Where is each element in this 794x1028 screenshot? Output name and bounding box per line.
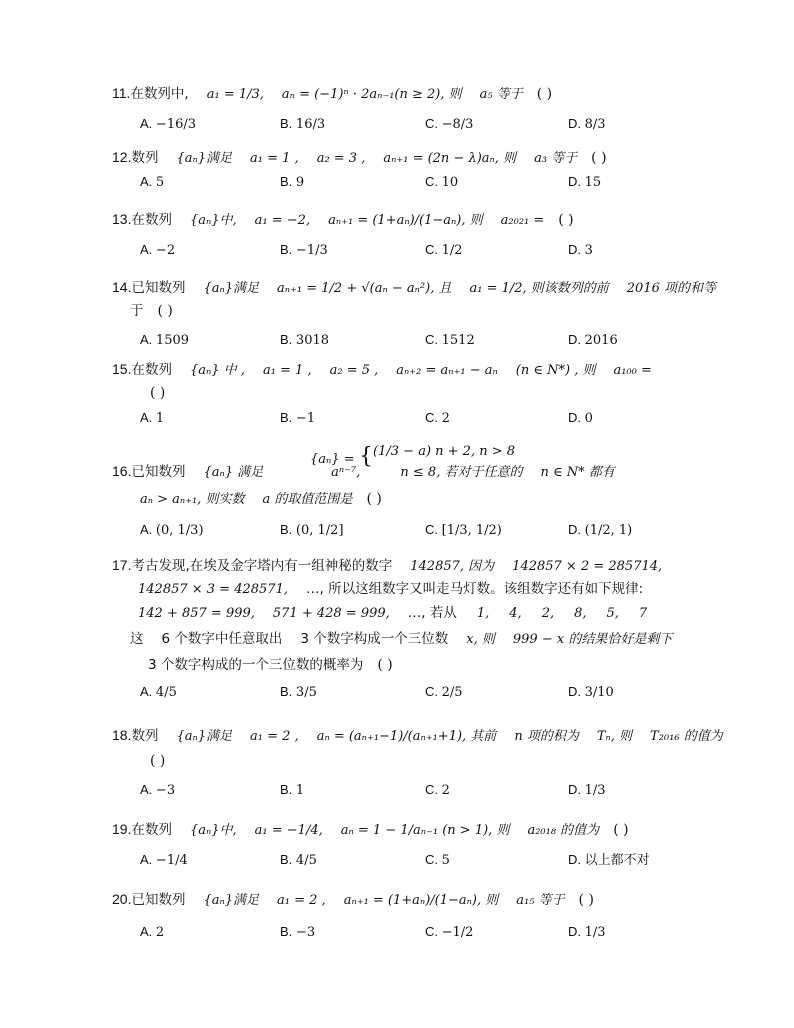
option-c: C. 2 — [425, 782, 450, 798]
question-ask: a₂₀₂₁ = — [500, 213, 545, 228]
question-number: 15. — [112, 361, 132, 377]
sequence-name: {aₙ}中, — [189, 823, 237, 838]
question-number: 19. — [112, 821, 132, 837]
piecewise-row-1: (1/3 − a) n + 2, n > 8 — [373, 444, 516, 459]
condition-3: n 项的积为 — [514, 729, 579, 744]
sequence-name: {aₙ}中, — [189, 213, 237, 228]
question-16-piecewise-top: {aₙ} = {(1/3 − a) n + 2, n > 8 — [310, 444, 516, 469]
condition-1: a₁ = −1/4, — [254, 823, 323, 838]
option-b: B. 3018 — [280, 332, 330, 348]
option-c: C. [1/3, 1/2) — [425, 522, 502, 538]
condition-4: (n ∈ N*) , 则 — [515, 363, 596, 378]
option-d: D. 8/3 — [568, 116, 606, 132]
question-lead: 已知数列 — [131, 280, 186, 296]
answer-paren: ( ) — [591, 150, 607, 166]
question-number: 16. — [112, 463, 132, 479]
question-ask: T₂₀₁₆ 的值为 — [650, 729, 723, 744]
option-d: D. 3 — [568, 242, 593, 258]
question-lead: 已知数列 — [131, 464, 186, 480]
question-18-continued: ( ) — [150, 753, 166, 769]
question-16-continued: aₙ > aₙ₊₁, 则实数 a 的取值范围是 ( ) — [140, 491, 382, 507]
option-a: A. (0, 1/3) — [140, 522, 204, 538]
question-13 — [112, 210, 712, 230]
answer-paren: ( ) — [578, 892, 594, 908]
question-ask: 2016 项的和等 — [626, 281, 716, 296]
option-d: D. (1/2, 1) — [568, 522, 633, 538]
option-a: A. −16/3 — [140, 116, 197, 132]
sequence-name: {aₙ} 满足 — [203, 465, 264, 480]
option-d: D. 0 — [568, 410, 593, 426]
sequence-name: {aₙ}满足 — [203, 281, 260, 296]
option-c: C. 5 — [425, 852, 450, 868]
option-a: A. −1/4 — [140, 852, 188, 868]
condition-2: aₙ₊₁ = (1+aₙ)/(1−aₙ), 则 — [343, 893, 499, 908]
option-a: A. 5 — [140, 174, 165, 190]
question-17-line-3: 142 + 857 = 999, 571 + 428 = 999, …, 若从 1, 4, 2, 8, 5, 7 — [138, 605, 648, 621]
option-d: D. 3/10 — [568, 684, 614, 700]
question-17-line-2: 142857 × 3 = 428571, …, 所以这组数字又叫走马灯数。该组数字还有如下规律: — [138, 581, 644, 597]
option-b: B. −1 — [280, 410, 316, 426]
option-d: D. 1/3 — [568, 782, 606, 798]
option-c: C. 1512 — [425, 332, 475, 348]
question-17: 17.考古发现,在埃及金字塔内有一组神秘的数字 142857, 因为 142857 × 2 = 285714, — [112, 557, 663, 574]
option-a: A. 1509 — [140, 332, 190, 348]
question-17-line-5: 3 个数字构成的一个三位数的概率为 ( ) — [148, 657, 393, 673]
question-lead: 在数列 — [131, 212, 172, 228]
condition-1: a₁ = 2 , — [277, 893, 326, 908]
option-c: C. 10 — [425, 174, 459, 190]
question-ask: a₅ 等于 — [479, 87, 523, 102]
sequence-name: {aₙ}满足 — [176, 151, 233, 166]
option-b: B. −1/3 — [280, 242, 328, 258]
option-b: B. 16/3 — [280, 116, 326, 132]
condition-2: aₙ = 1 − 1/aₙ₋₁ (n > 1), 则 — [340, 823, 510, 838]
question-number: 17. — [112, 557, 132, 573]
question-lead: 在数列 — [131, 822, 172, 838]
condition-3: aₙ₊₂ = aₙ₊₁ − aₙ — [396, 363, 498, 378]
question-number: 20. — [112, 891, 132, 907]
question-15-continued: ( ) — [150, 385, 166, 401]
question-19 — [112, 820, 712, 840]
question-14-continued: 于 ( ) — [130, 303, 173, 319]
question-number: 13. — [112, 211, 132, 227]
condition: n ∈ N* 都有 — [540, 465, 615, 480]
condition-1: a₁ = 2 , — [250, 729, 299, 744]
question-lead: 数列 — [131, 728, 159, 744]
answer-paren: ( ) — [558, 212, 574, 228]
option-b: B. 4/5 — [280, 852, 317, 868]
condition-2: a₂ = 3 , — [316, 151, 366, 166]
question-ask: a₃ 等于 — [534, 151, 578, 166]
condition-1: a₁ = −2, — [254, 213, 311, 228]
question-15 — [112, 360, 712, 380]
option-d: D. 1/3 — [568, 924, 606, 940]
question-lead: 在数列中, — [130, 86, 189, 102]
question-ask: a₁₅ 等于 — [516, 893, 565, 908]
condition-1: aₙ₊₁ = 1/2 + √(aₙ − aₙ²), 且 — [277, 281, 452, 296]
answer-paren: ( ) — [613, 822, 629, 838]
question-lead: 在数列 — [131, 362, 172, 378]
condition-1: a₁ = 1 , — [262, 363, 312, 378]
option-c: C. −1/2 — [425, 924, 474, 940]
question-12 — [112, 148, 712, 168]
question-20 — [112, 890, 712, 910]
condition-1: a₁ = 1 , — [250, 151, 299, 166]
question-number: 18. — [112, 727, 132, 743]
condition-2: aₙ₊₁ = (1+aₙ)/(1−aₙ), 则 — [328, 213, 483, 228]
option-a: A. 1 — [140, 410, 165, 426]
option-c: C. −8/3 — [425, 116, 474, 132]
question-lead: 已知数列 — [131, 892, 186, 908]
condition-2: a₁ = 1/2, 则该数列的前 — [469, 281, 609, 296]
question-ask: a₁₀₀ = — [613, 363, 652, 378]
answer-paren: ( ) — [536, 86, 553, 102]
option-b: B. 3/5 — [280, 684, 317, 700]
question-17-line-4: 这 6 个数字中任意取出 3 个数字构成一个三位数 x, 则 999 − x 的结果恰好是剩下 — [130, 631, 673, 647]
question-number: 11. — [112, 85, 131, 101]
option-a: A. 2 — [140, 924, 165, 940]
sequence-name: {aₙ}满足 — [176, 729, 233, 744]
piecewise-row-2-cond: n ≤ 8, 若对于任意的 — [400, 465, 523, 480]
question-18 — [112, 726, 723, 746]
option-d: D. 2016 — [568, 332, 618, 348]
option-a: A. 4/5 — [140, 684, 177, 700]
option-c: C. 2/5 — [425, 684, 463, 700]
condition-2: a₂ = 5 , — [329, 363, 379, 378]
option-c: C. 2 — [425, 410, 450, 426]
piecewise-row-2: aⁿ⁻⁷, — [331, 465, 361, 480]
option-b: B. 9 — [280, 174, 305, 190]
option-a: A. −3 — [140, 782, 176, 798]
question-14 — [112, 278, 716, 298]
option-b: B. 1 — [280, 782, 305, 798]
condition-2: aₙ = (aₙ₊₁−1)/(aₙ₊₁+1), 其前 — [316, 729, 497, 744]
condition-1: a₁ = 1/3, — [206, 87, 264, 102]
question-11 — [112, 84, 712, 104]
question-ask: a₂₀₁₈ 的值为 — [527, 823, 600, 838]
question-lead: 数列 — [131, 150, 159, 166]
option-d: D. 以上都不对 — [568, 852, 650, 868]
condition-2: aₙ = (−1)ⁿ · 2aₙ₋₁(n ≥ 2), 则 — [281, 87, 462, 102]
sequence-name: {aₙ}满足 — [203, 893, 260, 908]
question-number: 14. — [112, 279, 132, 295]
question-number: 12. — [112, 149, 132, 165]
option-c: C. 1/2 — [425, 242, 463, 258]
question-16 — [112, 462, 712, 482]
option-a: A. −2 — [140, 242, 176, 258]
sequence-name: {aₙ} 中 , — [189, 363, 245, 378]
option-b: B. −3 — [280, 924, 316, 940]
option-b: B. (0, 1/2] — [280, 522, 344, 538]
option-d: D. 15 — [568, 174, 602, 190]
condition-3: aₙ₊₁ = (2n − λ)aₙ, 则 — [383, 151, 517, 166]
condition-4: Tₙ, 则 — [596, 729, 633, 744]
